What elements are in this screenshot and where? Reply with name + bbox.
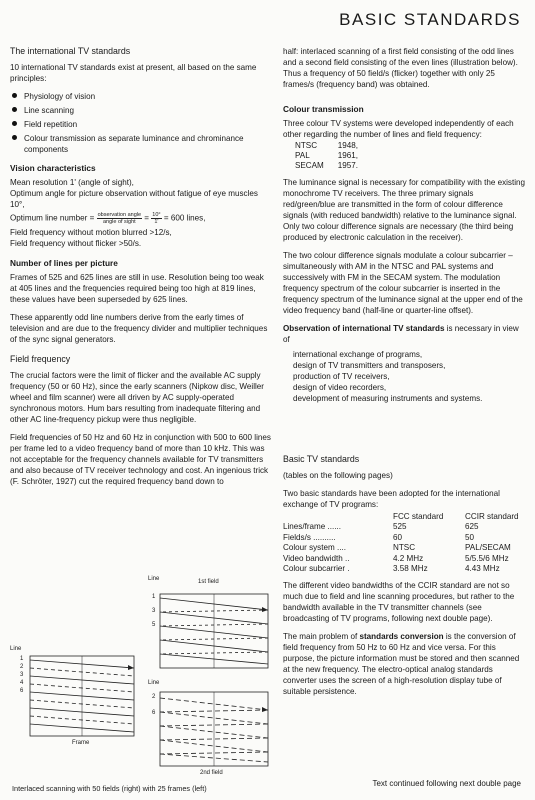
colour-paragraph: The luminance signal is necessary for compatibility with the existing monochrome TV receivers. The three primary signals red/green/blue are transmitted in the form of colour difference signals (with reduced bandwidth) relative to the luminance signal. Only two colour difference signals are necessary (the third being produced by electronic calculation in the receiver). <box>283 178 526 242</box>
field-frequency-heading: Field frequency <box>10 354 71 364</box>
table-row <box>295 141 372 151</box>
cell-fcc: NTSC <box>393 543 416 552</box>
system-name: PAL <box>295 151 310 160</box>
principles-list <box>10 91 272 155</box>
fraction-denominator: angle of sight <box>102 219 136 225</box>
page-footer: Text continued following next double page <box>372 779 521 788</box>
field2-line-number: 2 <box>152 694 156 700</box>
cell-fcc: 60 <box>393 532 403 542</box>
optimum-line-formula <box>10 212 272 225</box>
conversion-paragraph <box>283 631 527 697</box>
vision-line: Mean resolution 1' (angle of sight), <box>10 178 134 187</box>
row-label: Colour system .... <box>283 543 346 552</box>
formula-fraction-2 <box>151 212 161 225</box>
field1-line-number: 5 <box>152 622 156 628</box>
frame-line-number: 2 <box>20 664 24 670</box>
page-title: BASIC STANDARDS <box>339 10 521 29</box>
frame-line-number: 6 <box>20 688 24 694</box>
vision-heading: Vision characteristics <box>10 163 96 173</box>
table-row <box>283 533 519 544</box>
scanning-svg <box>8 572 280 780</box>
formula-suffix: = 600 lines, <box>163 213 206 223</box>
system-name: NTSC <box>295 141 318 150</box>
table-row <box>283 543 519 554</box>
table-row <box>283 522 519 533</box>
interlaced-scanning-diagram <box>8 572 280 780</box>
header-ccir: CCIR standard <box>465 512 519 521</box>
field1-line-number: 3 <box>152 608 156 614</box>
field1-line-number: 1 <box>152 594 156 600</box>
header-fcc: FCC standard <box>393 512 444 521</box>
table-row <box>295 151 372 161</box>
frame-line-number: 3 <box>20 672 24 678</box>
cell-fcc: 525 <box>393 522 407 531</box>
field-paragraph: Field frequencies of 50 Hz and 60 Hz in conjunction with 500 to 600 lines per frame led to a video frequency band of more than 10 kHz. This was not acceptable for the frequency channels available for TV transmitters and also because of TV receiver technology and cost. An ingenious trick (F. Schröter, 1927) cut the required frequency band down to <box>10 433 271 486</box>
principle-item: Field repetition <box>10 119 272 130</box>
lines-paragraph: Frames of 525 and 625 lines are still in use. Resolution being too weak at 405 lines and the frequencies required being too high at 819 lines, these values have been superseded by 625 lines. <box>10 273 264 304</box>
cell-ccir: 625 <box>465 522 479 531</box>
cell-ccir: PAL/SECAM <box>465 543 511 552</box>
principle-item: Physiology of vision <box>10 91 272 102</box>
right-column <box>283 46 527 704</box>
system-year: 1957. <box>337 161 359 170</box>
table-row <box>295 161 372 171</box>
cell-ccir: 4.43 MHz <box>465 564 500 573</box>
colour-heading: Colour transmission <box>283 104 364 114</box>
system-name: SECAM <box>295 161 324 170</box>
figure-caption: Interlaced scanning with 50 fields (right) with 25 frames (left) <box>12 784 207 793</box>
header-empty <box>283 512 393 522</box>
list-item: design of TV transmitters and transposers, <box>293 361 446 370</box>
conversion-pre: The main problem of <box>283 631 360 641</box>
frame-line-number: 4 <box>20 680 24 686</box>
frame-line-number: 1 <box>20 656 24 662</box>
table-header-row <box>283 512 519 522</box>
colour-paragraph: Three colour TV systems were developed independently of each other regarding the number of lines and field frequency: <box>283 119 514 139</box>
label-second-field: 2nd field <box>200 770 223 776</box>
vision-line: Optimum angle for picture observation without fatigue of eye muscles 10°, <box>10 189 258 209</box>
cell-ccir: 50 <box>465 532 475 542</box>
label-frame: Frame <box>72 740 90 746</box>
observation-rest: is necessary in view of <box>283 324 519 344</box>
system-year: 1961, <box>337 151 359 160</box>
lines-paragraph: These apparently odd line numbers derive from the early times of television and are due to the frequency divider and multiplier techniques of the sync signal generators. <box>10 313 268 344</box>
label-line-top: Line <box>148 576 160 582</box>
conversion-post: is the conversion of field frequency from 50 Hz to 60 Hz and vice versa. For this purpose, the picture information must be stored and then scanned at the new frequency. The electro-optical analog standards converter uses the screen of a high-resolution display tube of suitable persistence. <box>283 631 520 696</box>
observation-list <box>283 349 527 404</box>
table-row <box>283 564 519 575</box>
fraction-denominator: 1' <box>154 219 159 225</box>
label-line-bottom: Line <box>148 680 160 686</box>
observation-bold: Observation of international TV standards <box>283 324 445 333</box>
basic-paragraph: Two basic standards have been adopted for the international exchange of TV programs: <box>283 489 500 509</box>
formula-prefix: Optimum line number = <box>10 213 95 223</box>
row-label: Lines/frame ...... <box>283 522 342 531</box>
label-line-left: Line <box>10 646 22 652</box>
conversion-bold: standards conversion <box>359 631 444 641</box>
row-label: Video bandwidth .. <box>283 553 350 563</box>
basic-subheading: (tables on the following pages) <box>283 471 393 480</box>
vision-line: Field frequency without motion blurred >12/s, <box>10 228 172 237</box>
field-paragraph: The crucial factors were the limit of flicker and the available AC supply frequency (50 or 60 Hz), since the early scanners (Nipkow disc, Weiller wheel and film scanner) were all driven by AC supply-operated synchronous motors. Hum bars resulting from inadequate filtering and other AC line-frequency pickup were thus negligible. <box>10 371 265 424</box>
continuation-paragraph: half: interlaced scanning of a first field consisting of the odd lines and a second field consisting of the even lines (illustration below). Thus a frequency of 50 field/s (flicker) together with only 25 frames/s (frequency band) was obtained. <box>283 47 518 89</box>
cell-ccir: 5/5.5/6 MHz <box>465 553 509 563</box>
standards-table <box>283 512 519 575</box>
label-first-field: 1st field <box>198 579 219 585</box>
list-item: international exchange of programs, <box>293 350 423 359</box>
section-heading-international-standards: The international TV standards <box>10 46 131 56</box>
row-label: Colour subcarrier . <box>283 564 350 573</box>
basic-paragraph: The different video bandwidths of the CCIR standard are not so much due to field and line scanning procedures, but rather to the bandwidth available in the TV transmitter channels (see broadcasting of TV programs, following next double page). <box>283 580 515 623</box>
system-year: 1948, <box>337 141 359 150</box>
fraction-numerator: observation angle <box>97 212 142 218</box>
list-item: design of video recorders, <box>293 383 387 392</box>
lines-heading: Number of lines per picture <box>10 258 118 268</box>
colour-paragraph: The two colour difference signals modulate a colour subcarrier – simultaneously with AM in the NTSC and PAL systems and successively with FM in the SECAM system. The modulation frequency spectrum of the colour subcarrier is inserted in the frequency spectrum of the luminance signal at the upper end of the video frequency band (half-line or quarter-line offset). <box>283 251 523 315</box>
colour-systems-table <box>295 141 372 171</box>
cell-fcc: 4.2 MHz <box>393 553 424 563</box>
row-label: Fields/s .......... <box>283 532 336 542</box>
vision-line: Field frequency without flicker >50/s. <box>10 239 142 248</box>
formula-fraction-1 <box>97 212 142 225</box>
principle-item: Colour transmission as separate luminance and chrominance components <box>10 133 272 155</box>
arrowheads <box>128 607 268 712</box>
list-item: production of TV receivers, <box>293 372 390 381</box>
observation-paragraph <box>283 323 527 345</box>
cell-fcc: 3.58 MHz <box>393 564 428 573</box>
intro-paragraph: 10 international TV standards exist at present, all based on the same principles: <box>10 63 257 83</box>
field2-line-number: 6 <box>152 710 156 716</box>
formula-equals: = <box>144 213 150 223</box>
fraction-numerator: 10° <box>152 212 161 218</box>
table-row <box>283 554 519 565</box>
left-column <box>10 46 272 494</box>
principle-item: Line scanning <box>10 105 272 116</box>
list-item: development of measuring instruments and systems. <box>293 394 483 403</box>
basic-standards-heading: Basic TV standards <box>283 454 360 464</box>
